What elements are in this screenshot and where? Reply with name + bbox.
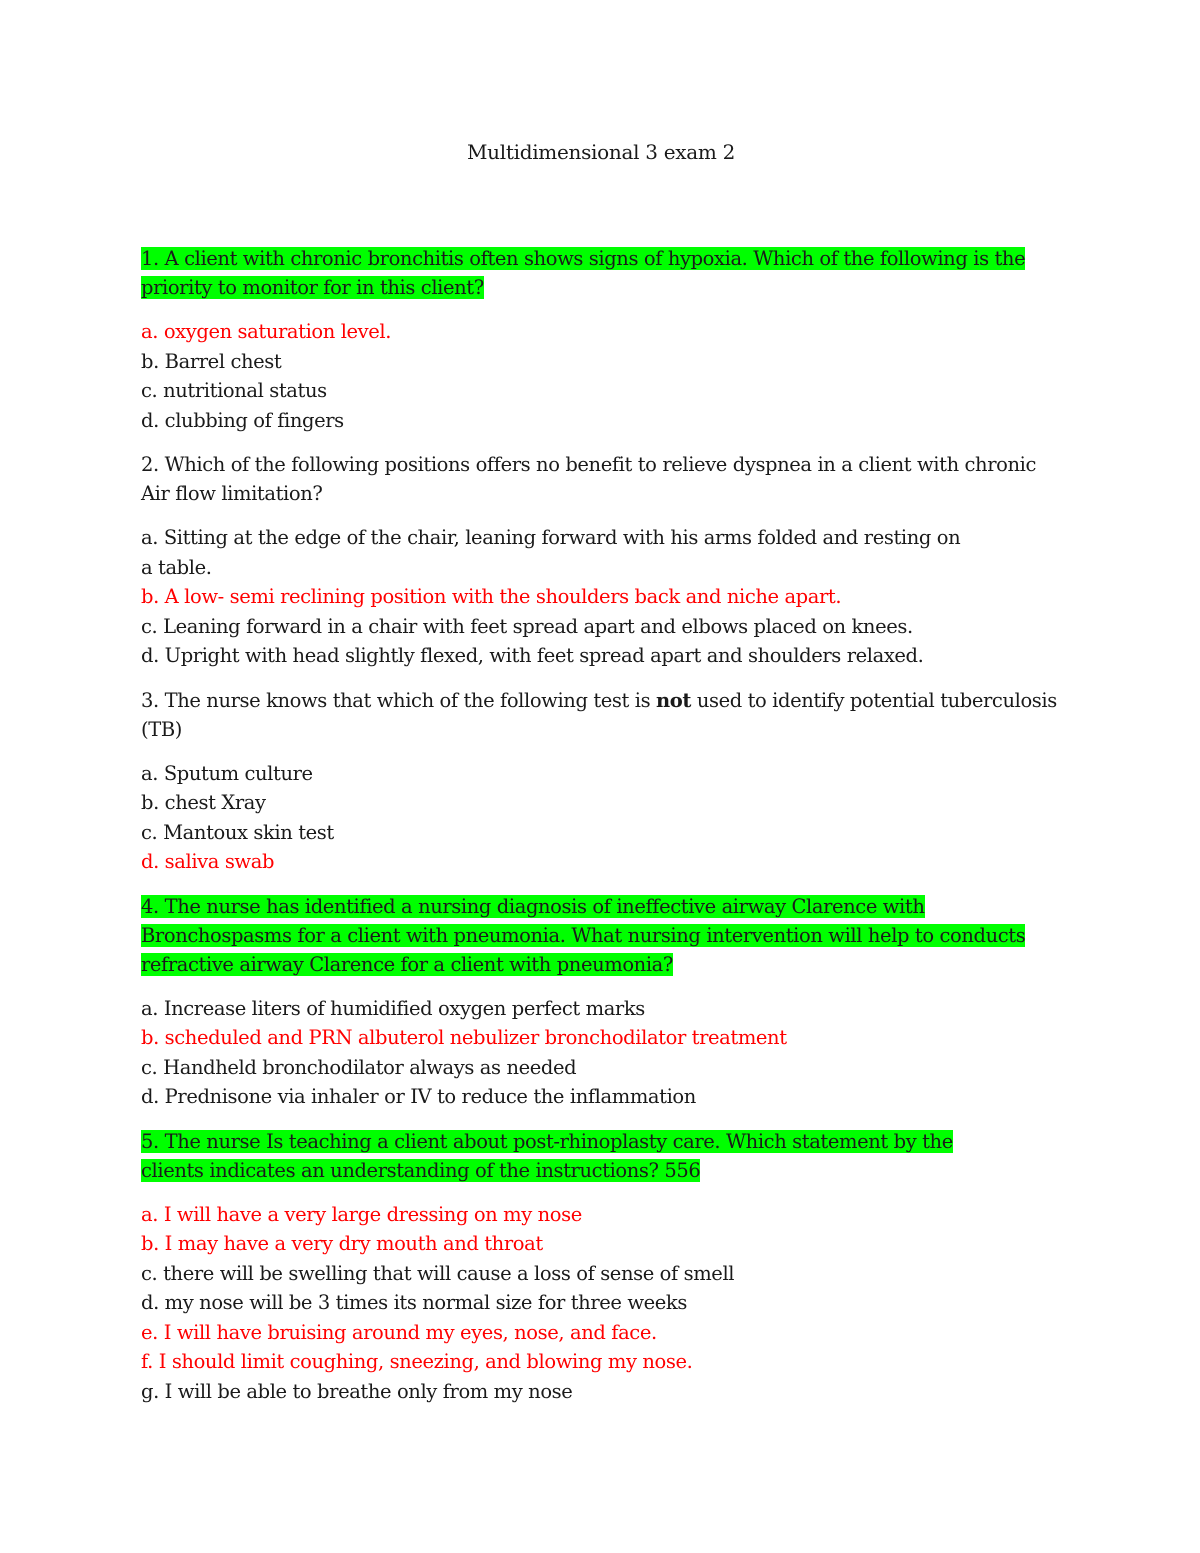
option-2b: b. A low- semi reclining position with the shoulders back and niche apart. xyxy=(141,585,842,608)
question-4-text: 4. The nurse has identified a nursing diagnosis of ineffective airway Clarence with Bronchospasms for a client with pneumonia. What nursing intervention will help to conducts refractive airway Clarence for a client with pneumonia? xyxy=(141,894,1026,976)
document-title: Multidimensional 3 exam 2 xyxy=(467,140,735,164)
question-5-text: 5. The nurse Is teaching a client about post-rhinoplasty care. Which statement by the clients indicates an understanding of the instructions? 556 xyxy=(141,1129,953,1182)
option-3c: c. Mantoux skin test xyxy=(141,820,334,844)
option-4c: c. Handheld bronchodilator always as needed xyxy=(141,1055,577,1079)
option-1d: d. clubbing of fingers xyxy=(141,408,344,432)
option-4d: d. Prednisone via inhaler or IV to reduce the inflammation xyxy=(141,1085,696,1108)
option-5f: f. I should limit coughing, sneezing, and blowing my nose. xyxy=(141,1350,693,1373)
question-5 xyxy=(141,1127,1021,1185)
option-3b: b. chest Xray xyxy=(141,791,266,814)
option-4a: a. Increase liters of humidified oxygen perfect marks xyxy=(141,996,645,1020)
document-page xyxy=(141,140,1061,1421)
question-3-options xyxy=(141,759,1061,877)
option-5g: g. I will be able to breathe only from my nose xyxy=(141,1379,573,1403)
option-1c: c. nutritional status xyxy=(141,379,327,402)
question-3-emphasis: not xyxy=(656,688,692,712)
question-2 xyxy=(141,450,1051,508)
option-5a: a. I will have a very large dressing on my nose xyxy=(141,1202,582,1226)
option-1b: b. Barrel chest xyxy=(141,349,282,373)
question-4 xyxy=(141,892,1031,979)
option-2c: c. Leaning forward in a chair with feet spread apart and elbows placed on knees. xyxy=(141,614,913,638)
question-1-text: 1. A client with chronic bronchitis often shows signs of hypoxia. Which of the following is the priority to monitor for in this client? xyxy=(141,247,1026,299)
question-4-options xyxy=(141,994,1061,1112)
question-2-text: 2. Which of the following positions offers no benefit to relieve dyspnea in a client with chronic Air flow limitation? xyxy=(141,453,1036,505)
option-5d: d. my nose will be 3 times its normal size for three weeks xyxy=(141,1291,687,1314)
question-2-options xyxy=(141,523,1061,671)
option-2a: a. Sitting at the edge of the chair, leaning forward with his arms folded and resting on a table. xyxy=(141,526,961,579)
option-5c: c. there will be swelling that will cause a loss of sense of smell xyxy=(141,1261,735,1285)
question-1 xyxy=(141,244,1041,302)
question-5-options xyxy=(141,1200,1061,1407)
question-1-options xyxy=(141,317,1061,435)
option-3d: d. saliva swab xyxy=(141,850,275,873)
question-3 xyxy=(141,686,1061,744)
option-5e: e. I will have bruising around my eyes, nose, and face. xyxy=(141,1320,657,1344)
question-3-text-before: 3. The nurse knows that which of the following test is xyxy=(141,688,657,712)
option-3a: a. Sputum culture xyxy=(141,761,313,785)
question-3-text-after: used to identify potential tuberculosis (TB) xyxy=(141,688,1057,741)
option-5b: b. I may have a very dry mouth and throat xyxy=(141,1232,543,1255)
option-1a: a. oxygen saturation level. xyxy=(141,320,392,343)
option-2d: d. Upright with head slightly flexed, with feet spread apart and shoulders relaxed. xyxy=(141,644,924,667)
option-4b: b. scheduled and PRN albuterol nebulizer bronchodilator treatment xyxy=(141,1026,787,1049)
